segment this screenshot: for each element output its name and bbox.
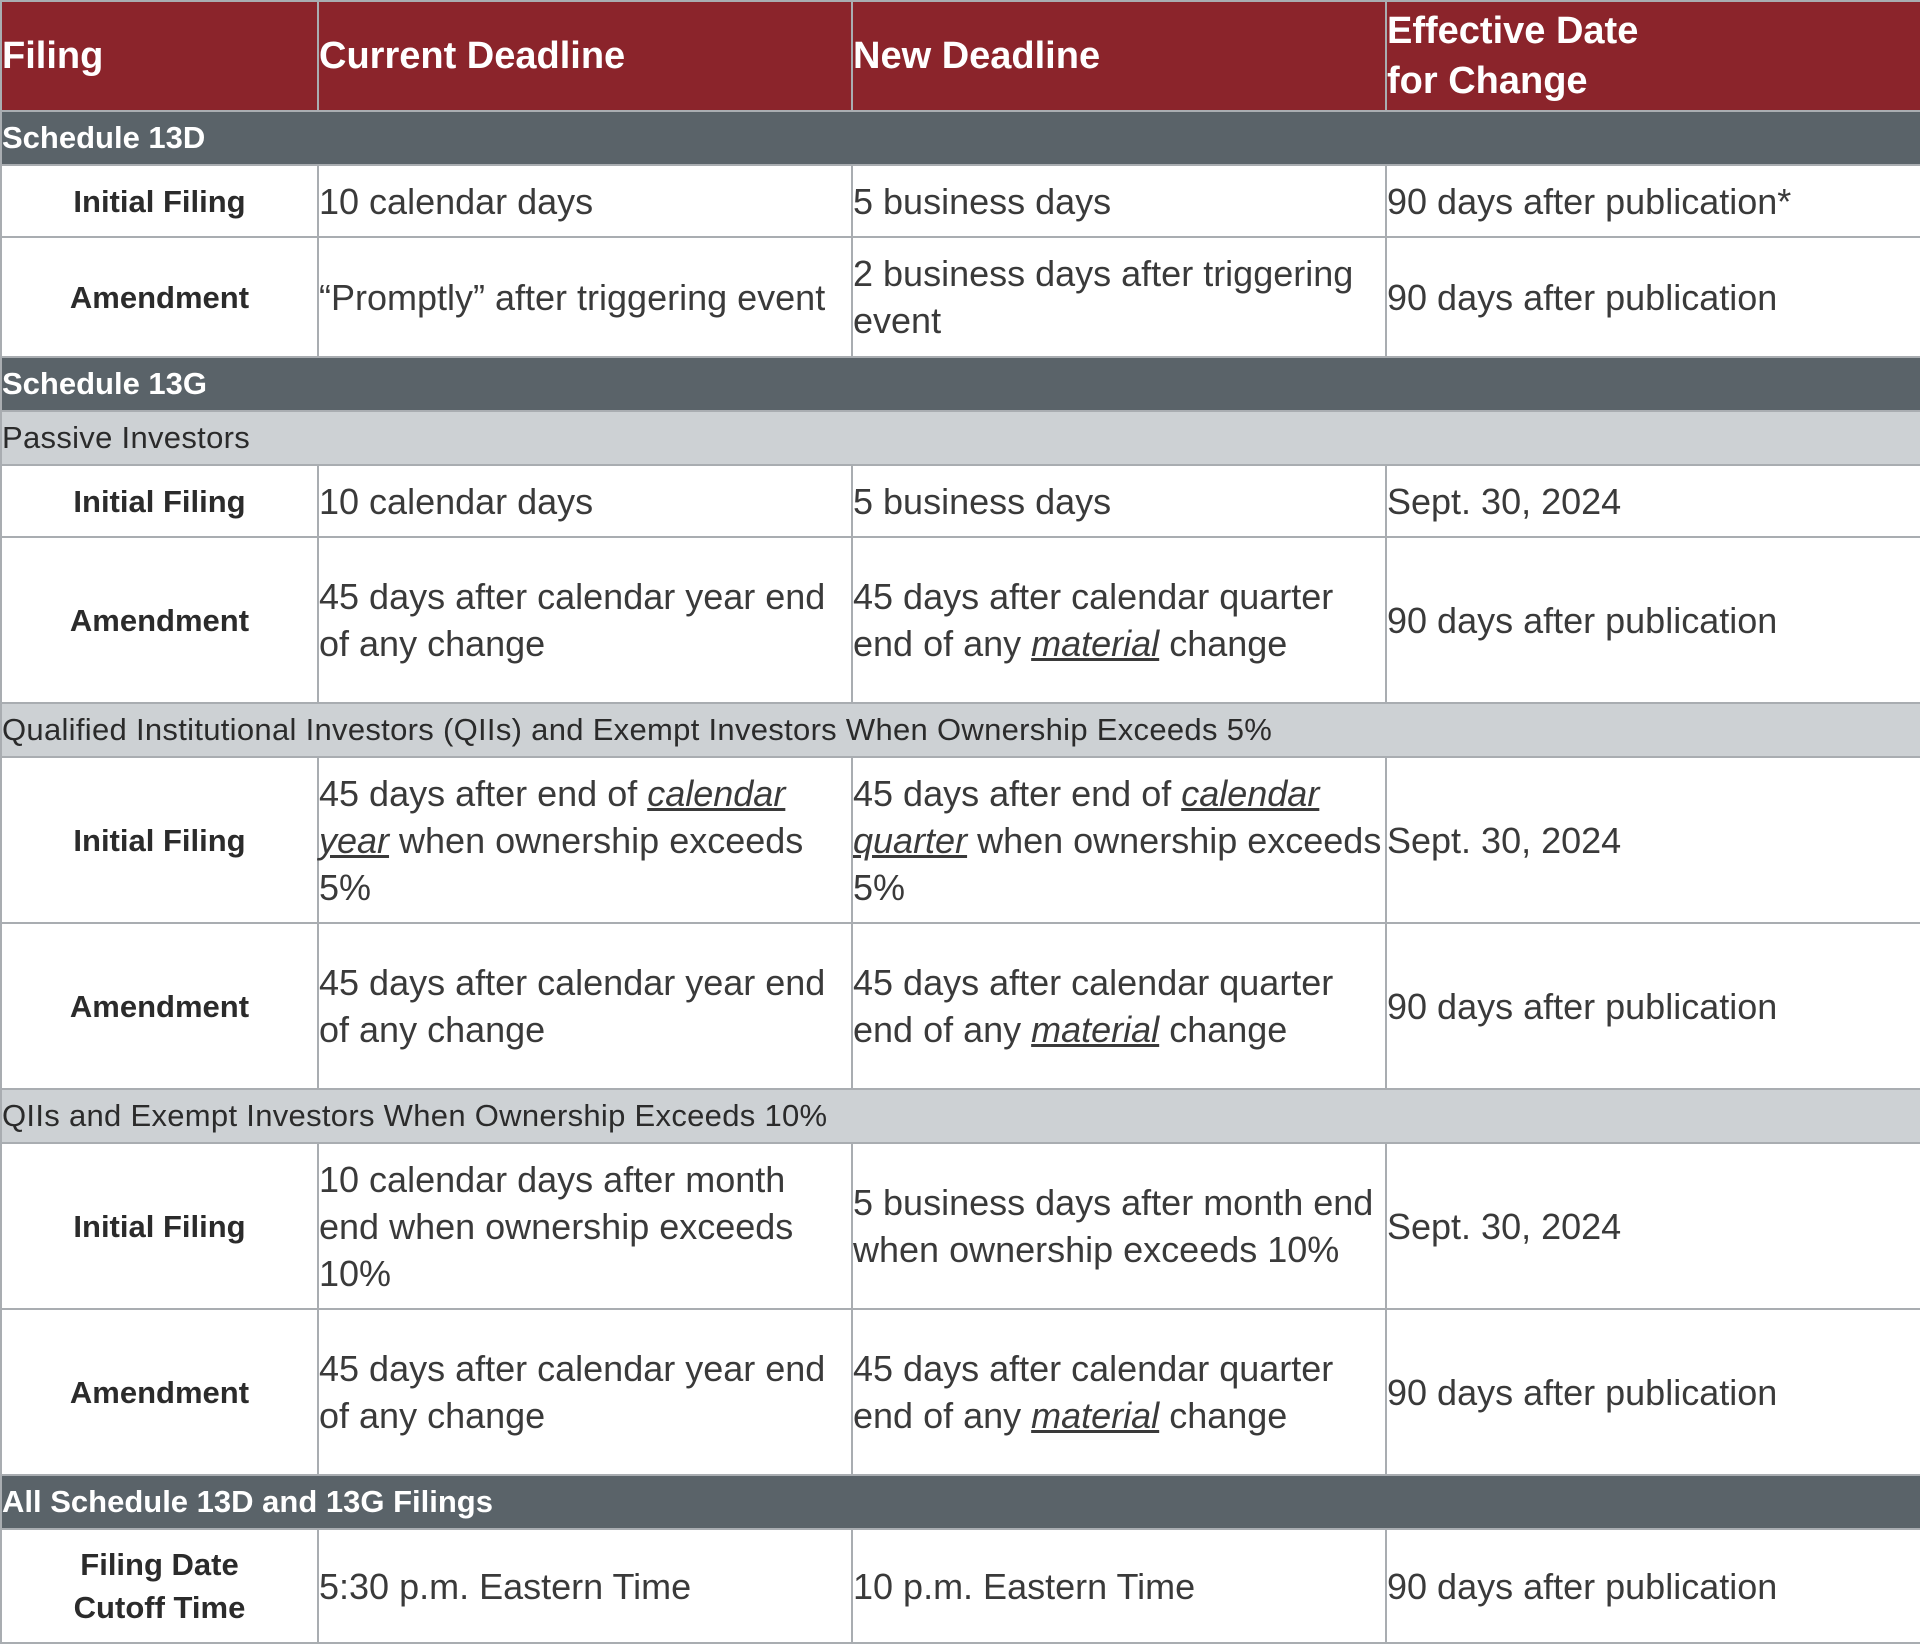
current-deadline-text: 45 days after end of (319, 772, 648, 814)
current-deadline-cell: 5:30 p.m. Eastern Time (318, 1529, 852, 1643)
new-deadline-text: 45 days after calendar quarter end of any (853, 1348, 1334, 1436)
current-deadline-cell: 10 calendar days (318, 465, 852, 537)
table-row (1, 1309, 1920, 1475)
section-row-13d (1, 111, 1920, 165)
section-title-13d: Schedule 13D (1, 111, 1920, 165)
table-row (1, 237, 1920, 357)
current-deadline-cell: “Promptly” after triggering event (318, 237, 852, 357)
effective-date-cell: 90 days after publication (1386, 1529, 1920, 1643)
table-row (1, 465, 1920, 537)
current-deadline-cell: 45 days after calendar year end of any change (318, 1309, 852, 1475)
current-deadline-cell: 10 calendar days after month end when ownership exceeds 10% (318, 1143, 852, 1309)
table-row (1, 1143, 1920, 1309)
subsection-row-qii-10 (1, 1089, 1920, 1143)
new-deadline-text: 45 days after calendar quarter end of any (853, 576, 1334, 664)
row-label: Initial Filing (1, 1143, 318, 1309)
header-current-deadline: Current Deadline (318, 1, 852, 111)
row-label: Amendment (1, 237, 318, 357)
table-row (1, 923, 1920, 1089)
current-deadline-cell (318, 757, 852, 923)
new-deadline-cell (852, 1309, 1386, 1475)
table-row (1, 165, 1920, 237)
subsection-title-qii-10: QIIs and Exempt Investors When Ownership Exceeds 10% (1, 1089, 1920, 1143)
row-label (1, 1529, 318, 1643)
new-deadline-cell: 5 business days (852, 165, 1386, 237)
row-label: Initial Filing (1, 465, 318, 537)
new-deadline-text-end: when ownership exceeds 5% (853, 819, 1382, 908)
section-row-13g (1, 357, 1920, 411)
header-effective-line1: Effective Date (1387, 10, 1639, 52)
header-effective-date (1386, 1, 1920, 111)
section-row-all (1, 1475, 1920, 1529)
new-deadline-text-end: change (1159, 1395, 1288, 1436)
row-label-line2: Cutoff Time (73, 1590, 246, 1625)
row-label: Amendment (1, 537, 318, 703)
table-header (1, 1, 1920, 111)
effective-date-cell: 90 days after publication* (1386, 165, 1920, 237)
emphasis-text: material (1031, 1395, 1160, 1436)
row-label: Initial Filing (1, 757, 318, 923)
emphasis-text: calendar quarter (853, 772, 1320, 861)
new-deadline-cell: 10 p.m. Eastern Time (852, 1529, 1386, 1643)
current-deadline-cell: 45 days after calendar year end of any change (318, 537, 852, 703)
emphasis-text: material (1031, 623, 1160, 664)
subsection-title-passive: Passive Investors (1, 411, 1920, 465)
new-deadline-text: 45 days after calendar quarter end of any (853, 962, 1334, 1050)
row-label: Initial Filing (1, 165, 318, 237)
subsection-row-qii-5 (1, 703, 1920, 757)
row-label-line1: Filing Date (80, 1547, 239, 1582)
new-deadline-cell: 5 business days (852, 465, 1386, 537)
new-deadline-cell: 2 business days after triggering event (852, 237, 1386, 357)
table-row (1, 1529, 1920, 1643)
effective-date-cell: 90 days after publication (1386, 237, 1920, 357)
row-label: Amendment (1, 1309, 318, 1475)
effective-date-cell: Sept. 30, 2024 (1386, 1143, 1920, 1309)
header-filing: Filing (1, 1, 318, 111)
current-deadline-cell: 45 days after calendar year end of any change (318, 923, 852, 1089)
effective-date-cell: Sept. 30, 2024 (1386, 465, 1920, 537)
subsection-title-qii-5: Qualified Institutional Investors (QIIs) and Exempt Investors When Ownership Exceeds 5% (1, 703, 1920, 757)
new-deadline-cell (852, 757, 1386, 923)
new-deadline-cell (852, 537, 1386, 703)
effective-date-cell: 90 days after publication (1386, 537, 1920, 703)
row-label: Amendment (1, 923, 318, 1089)
new-deadline-cell (852, 923, 1386, 1089)
emphasis-text: material (1031, 1009, 1160, 1050)
emphasis-text: calendar year (319, 772, 786, 861)
section-title-13g: Schedule 13G (1, 357, 1920, 411)
subsection-row-passive (1, 411, 1920, 465)
new-deadline-text-end: change (1159, 1009, 1288, 1050)
table-row (1, 757, 1920, 923)
effective-date-cell: 90 days after publication (1386, 923, 1920, 1089)
effective-date-cell: 90 days after publication (1386, 1309, 1920, 1475)
table-row (1, 537, 1920, 703)
current-deadline-cell: 10 calendar days (318, 165, 852, 237)
header-new-deadline: New Deadline (852, 1, 1386, 111)
effective-date-cell: Sept. 30, 2024 (1386, 757, 1920, 923)
section-title-all: All Schedule 13D and 13G Filings (1, 1475, 1920, 1529)
header-effective-line2: for Change (1387, 60, 1588, 102)
new-deadline-cell: 5 business days after month end when ownership exceeds 10% (852, 1143, 1386, 1309)
current-deadline-text-end: when ownership exceeds 5% (319, 819, 804, 908)
new-deadline-text: 45 days after end of (853, 772, 1182, 814)
new-deadline-text-end: change (1159, 623, 1288, 664)
